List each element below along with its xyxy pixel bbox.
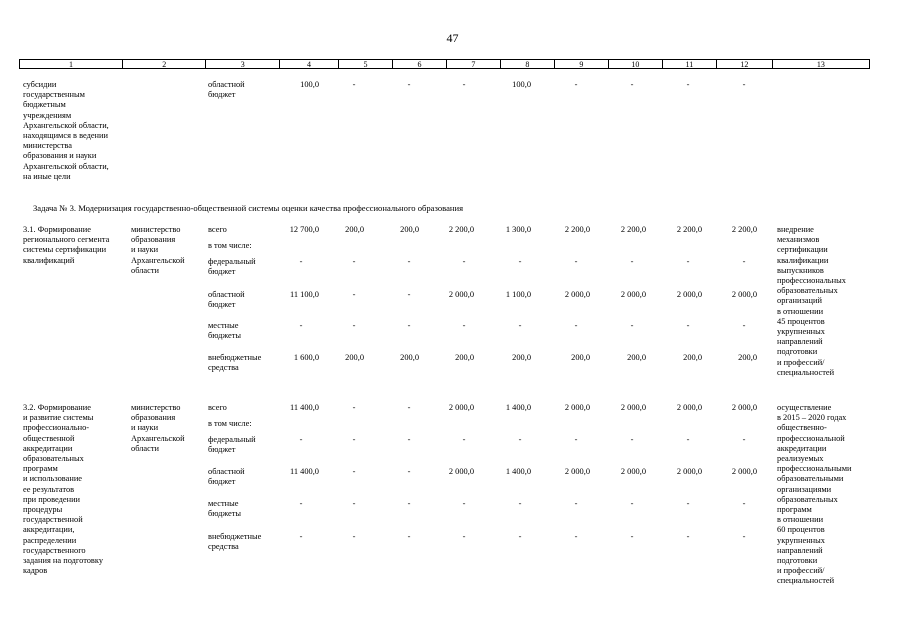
value-cell: 200,0 (400, 225, 419, 234)
value-cell: 100,0 (512, 80, 531, 89)
value-cell: 1 400,0 (505, 403, 531, 412)
value-cell: - (686, 80, 690, 89)
value-cell: - (299, 257, 303, 266)
value-cell: - (630, 257, 634, 266)
header-cell-10: 10 (609, 60, 663, 68)
value-cell: 2 000,0 (448, 467, 474, 476)
row-3-1-executor: министерство образования и науки Архангельской области (131, 225, 185, 275)
value-cell: - (352, 290, 356, 299)
row-subsidies-source: областной бюджет (208, 80, 245, 100)
value-cell: - (630, 321, 634, 330)
value-cell: - (630, 532, 634, 541)
header-cell-3: 3 (206, 60, 280, 68)
value-cell: 2 000,0 (731, 290, 757, 299)
value-cell: - (686, 532, 690, 541)
value-cell: 2 000,0 (620, 467, 646, 476)
row-3-2-result: осуществление в 2015 – 2020 годах общественно- профессиональной аккредитации реализуемых профессиональными образовательными организациями образовательных программ в отношении 60 процентов укрупненных направлений подготовки и профессий/ специальностей (777, 403, 852, 586)
value-cell: 200,0 (345, 353, 364, 362)
value-cell: - (518, 257, 522, 266)
value-cell: - (742, 321, 746, 330)
value-cell: - (407, 257, 411, 266)
row-3-2-executor: министерство образования и науки Архангельской области (131, 403, 185, 453)
value-cell: 1 100,0 (505, 290, 531, 299)
value-cell: - (630, 435, 634, 444)
value-cell: 100,0 (300, 80, 319, 89)
value-cell: - (630, 80, 634, 89)
value-cell: 2 200,0 (620, 225, 646, 234)
value-cell: 1 300,0 (505, 225, 531, 234)
value-cell: 2 000,0 (564, 290, 590, 299)
value-cell: - (407, 435, 411, 444)
value-cell: 2 000,0 (620, 403, 646, 412)
value-cell: 2 000,0 (676, 403, 702, 412)
value-cell: - (352, 321, 356, 330)
header-cell-4: 4 (280, 60, 339, 68)
value-cell: - (686, 321, 690, 330)
source-label: областной бюджет (208, 290, 245, 310)
row-3-2-name: 3.2. Формирование и развитие системы профессионально- общественной аккредитации образовательных программ и использование ее результатов при проведении процедуры государственной аккредитации, распределении государственного задания на подготовку кадров (23, 403, 104, 576)
value-cell: - (686, 499, 690, 508)
header-cell-11: 11 (663, 60, 717, 68)
value-cell: - (407, 80, 411, 89)
value-cell: - (742, 257, 746, 266)
value-cell: 2 000,0 (448, 403, 474, 412)
value-cell: 11 100,0 (289, 290, 319, 299)
value-cell: - (462, 257, 466, 266)
value-cell: - (574, 532, 578, 541)
header-cell-1: 1 (20, 60, 123, 68)
value-cell: 2 000,0 (620, 290, 646, 299)
value-cell: 11 400,0 (289, 467, 319, 476)
value-cell: - (407, 403, 411, 412)
task-3-title: Задача № 3. Модернизация государственно-общественной системы оценки качества профессионального образования (33, 203, 464, 213)
value-cell: - (352, 499, 356, 508)
value-cell: - (299, 435, 303, 444)
header-cell-8: 8 (501, 60, 555, 68)
value-cell: - (518, 499, 522, 508)
value-cell: - (742, 435, 746, 444)
value-cell: 200,0 (571, 353, 590, 362)
value-cell: - (407, 321, 411, 330)
value-cell: 200,0 (683, 353, 702, 362)
value-cell: - (299, 499, 303, 508)
value-cell: 200,0 (512, 353, 531, 362)
header-cell-6: 6 (393, 60, 447, 68)
value-cell: - (299, 532, 303, 541)
header-cell-5: 5 (339, 60, 393, 68)
value-cell: 2 000,0 (731, 403, 757, 412)
value-cell: 200,0 (400, 353, 419, 362)
value-cell: - (407, 499, 411, 508)
value-cell: - (407, 532, 411, 541)
value-cell: - (407, 467, 411, 476)
value-cell: - (352, 257, 356, 266)
value-cell: - (518, 532, 522, 541)
value-cell: - (352, 403, 356, 412)
value-cell: 2 200,0 (676, 225, 702, 234)
value-cell: - (518, 435, 522, 444)
value-cell: 1 600,0 (293, 353, 319, 362)
value-cell: 2 200,0 (731, 225, 757, 234)
source-label: всего (208, 225, 227, 234)
value-cell: - (574, 80, 578, 89)
value-cell: - (742, 499, 746, 508)
value-cell: - (686, 435, 690, 444)
source-label: областной бюджет (208, 467, 245, 487)
value-cell: 200,0 (627, 353, 646, 362)
source-label: федеральный бюджет (208, 435, 256, 455)
value-cell: - (742, 80, 746, 89)
source-label: внебюджетные средства (208, 532, 262, 552)
table-header-row (19, 59, 870, 69)
value-cell: 2 200,0 (564, 225, 590, 234)
source-label: местные бюджеты (208, 499, 242, 519)
source-label: внебюджетные средства (208, 353, 262, 373)
value-cell: 2 000,0 (448, 290, 474, 299)
value-cell: 12 700,0 (289, 225, 319, 234)
value-cell: - (352, 80, 356, 89)
value-cell: - (352, 467, 356, 476)
value-cell: - (518, 321, 522, 330)
source-label: федеральный бюджет (208, 257, 256, 277)
source-label: всего (208, 403, 227, 412)
value-cell: 2 000,0 (676, 467, 702, 476)
source-label: местные бюджеты (208, 321, 242, 341)
header-cell-2: 2 (123, 60, 206, 68)
value-cell: - (462, 321, 466, 330)
value-cell: 1 400,0 (505, 467, 531, 476)
value-cell: 2 000,0 (731, 467, 757, 476)
value-cell: - (462, 499, 466, 508)
value-cell: 200,0 (455, 353, 474, 362)
value-cell: - (352, 435, 356, 444)
header-cell-12: 12 (717, 60, 773, 68)
value-cell: 200,0 (345, 225, 364, 234)
value-cell: 2 000,0 (676, 290, 702, 299)
source-label: в том числе: (208, 419, 252, 428)
value-cell: 2 000,0 (564, 403, 590, 412)
value-cell: 200,0 (738, 353, 757, 362)
page-number: 47 (446, 31, 459, 45)
row-3-1-result: внедрение механизмов сертификации квалификации выпускников профессиональных образовательных организаций в отношении 45 процентов укрупненных направлений подготовки и профессий/ специальностей (777, 225, 846, 377)
value-cell: - (574, 499, 578, 508)
value-cell: - (462, 532, 466, 541)
row-subsidies-name: субсидии государственным бюджетным учреждениям Архангельской области, находящимся в ведении министерства образования и науки Архангельской области, на иные цели (23, 80, 109, 181)
value-cell: - (462, 80, 466, 89)
value-cell: - (686, 257, 690, 266)
value-cell: - (630, 499, 634, 508)
value-cell: - (574, 257, 578, 266)
value-cell: - (574, 435, 578, 444)
value-cell: - (299, 321, 303, 330)
value-cell: 11 400,0 (289, 403, 319, 412)
value-cell: - (742, 532, 746, 541)
value-cell: 2 000,0 (564, 467, 590, 476)
source-label: в том числе: (208, 241, 252, 250)
header-cell-13: 13 (773, 60, 870, 68)
header-cell-9: 9 (555, 60, 609, 68)
value-cell: - (352, 532, 356, 541)
header-cell-7: 7 (447, 60, 501, 68)
value-cell: 2 200,0 (448, 225, 474, 234)
row-3-1-name: 3.1. Формирование регионального сегмента системы сертификации квалификаций (23, 225, 110, 265)
value-cell: - (407, 290, 411, 299)
value-cell: - (462, 435, 466, 444)
value-cell: - (574, 321, 578, 330)
